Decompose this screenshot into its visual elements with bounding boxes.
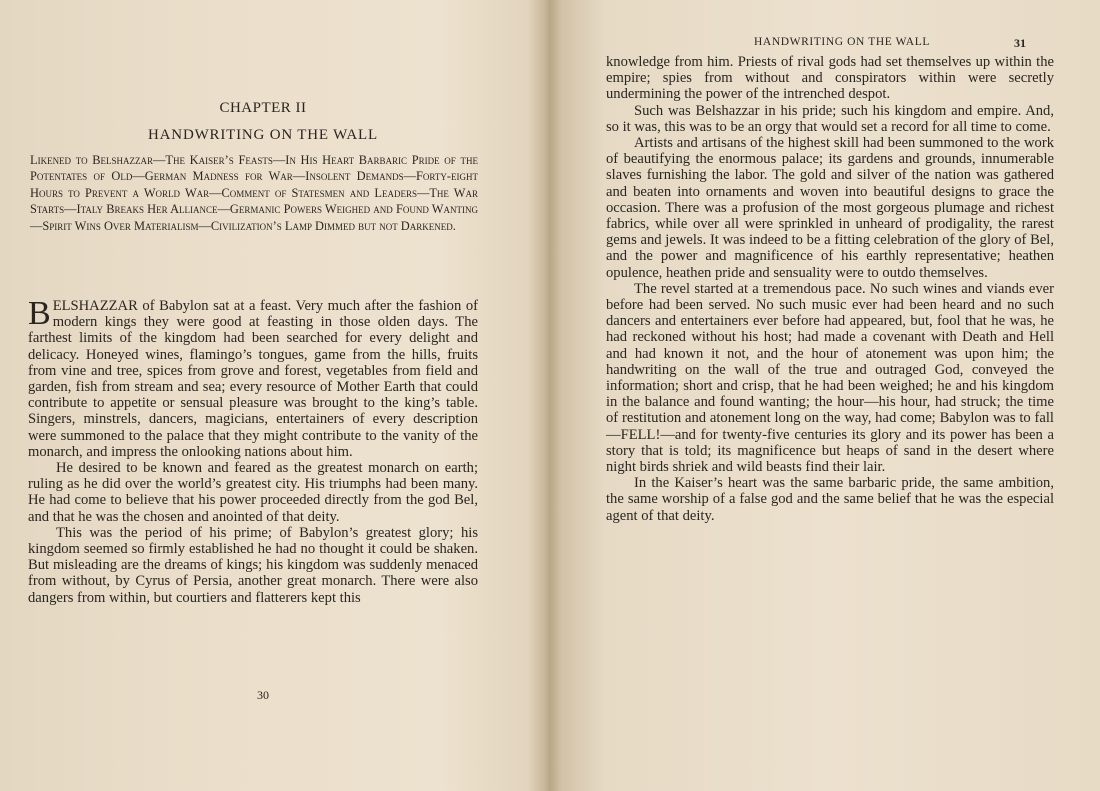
body-paragraph: In the Kaiser’s heart was the same barbaric pride, the same ambition, the same worship of a false god and the same belief that he was the especial agent of that deity. [606, 475, 1054, 524]
opening-paragraph [28, 295, 478, 460]
body-paragraph: knowledge from him. Priests of rival gods had set themselves up within the empire; spies from without and conspirators within were secretly undermining the power of the intrenched despot. [606, 54, 1054, 103]
drop-cap: B [28, 295, 51, 332]
left-page-body [28, 295, 478, 606]
chapter-synopsis [30, 152, 478, 234]
opening-paragraph-text: of Babylon sat at a feast. Very much after the fashion of modern kings they were good at feasting in those olden days. The farthest limits of the kingdom had been searched for every delight and delicacy. Honeyed wines, flamingo’s tongues, game from the hills, fruits from vine and tree, spices from grove and forest, vegetables from field and garden, fish from stream and sea; every resource of Mother Earth that could contribute to appetite or sensual pleasure was brought to the king’s table. Singers, minstrels, dancers, magicians, entertainers of every description were summoned to the palace that they might contribute to the vanity of the monarch, and impress the onlooking nations about him. [28, 298, 478, 460]
body-paragraph: He desired to be known and feared as the greatest monarch on earth; ruling as he did over the world’s greatest city. His triumphs had been many. He had come to believe that his power proceeded directly from the god Bel, and that he was the chosen and anointed of that deity. [28, 460, 478, 525]
right-page-body [606, 54, 1054, 524]
page-number: 30 [257, 688, 269, 702]
body-paragraph: The revel started at a tremendous pace. No such wines and viands ever before had been served. No such music ever had been heard and no such dancers and entertainers ever before had appeared, but, fool that he was, he had reckoned without his host; had made a covenant with Death and Hell and had known it not, and the hour of atonement was upon him; the handwriting on the wall of the true and outraged God, conveyed the information; short and crisp, that he had been weighed; he and his kingdom in the balance and found wanting; the hour—his hour, had struck; the time of restitution and atonement long on the way, had come; Babylon was to fall—FELL!—and for twenty-five centuries its glory and its power has been a story that is told; its magnificence but heaps of sand in the desert where night birds shriek and wild beasts find their lair. [606, 280, 1054, 476]
chapter-number: CHAPTER II [219, 100, 307, 116]
opening-lead-word: ELSHAZZAR [52, 298, 138, 314]
synopsis-text: Likened to Belshazzar—The Kaiser’s Feasts—In His Heart Barbaric Pride of the Potentates of Old—German Madness for War—Insolent Demands—Forty-eight Hours to Prevent a World War—Comment of Statesmen and Leaders—The War Starts—Italy Breaks Her Alliance—Germanic Powers Weighed and Found Wanting—Spirit Wins Over Materialism—Civilization’s Lamp Dimmed but not Darkened. [30, 153, 478, 233]
running-head: HANDWRITING ON THE WALL [754, 36, 930, 48]
body-paragraph: Artists and artisans of the highest skill had been summoned to the work of beautifying the enormous palace; its gardens and grounds, innumerable slaves furnishing the labor. The gold and silver of the nation was gathered and beaten into ornaments and woven into beautiful designs to grace the occasion. There was a profusion of the most gorgeous plumage and richest fabrics, while over all were sprinkled in unheard of prodigality, the rarest gems and jewels. It was indeed to be a fitting celebration of the glory of Bel, and the power and magnificence of his earthly representative; heathen opulence, heathen pride and sensuality were to outdo themselves. [606, 135, 1054, 281]
chapter-title: HANDWRITING ON THE WALL [148, 127, 378, 143]
body-paragraph: This was the period of his prime; of Babylon’s greatest glory; his kingdom seemed so firmly established he had no thought it could be shaken. But misleading are the dreams of kings; his kingdom was suddenly menaced from without, by Cyrus of Persia, another great monarch. There were also dangers from within, but courtiers and flatterers kept this [28, 524, 478, 606]
page-number: 31 [1014, 36, 1026, 50]
body-paragraph: Such was Belshazzar in his pride; such his kingdom and empire. And, so it was, this was to be an orgy that would set a record for all time to come. [606, 102, 1054, 135]
left-page [0, 0, 548, 791]
right-page [552, 0, 1100, 791]
